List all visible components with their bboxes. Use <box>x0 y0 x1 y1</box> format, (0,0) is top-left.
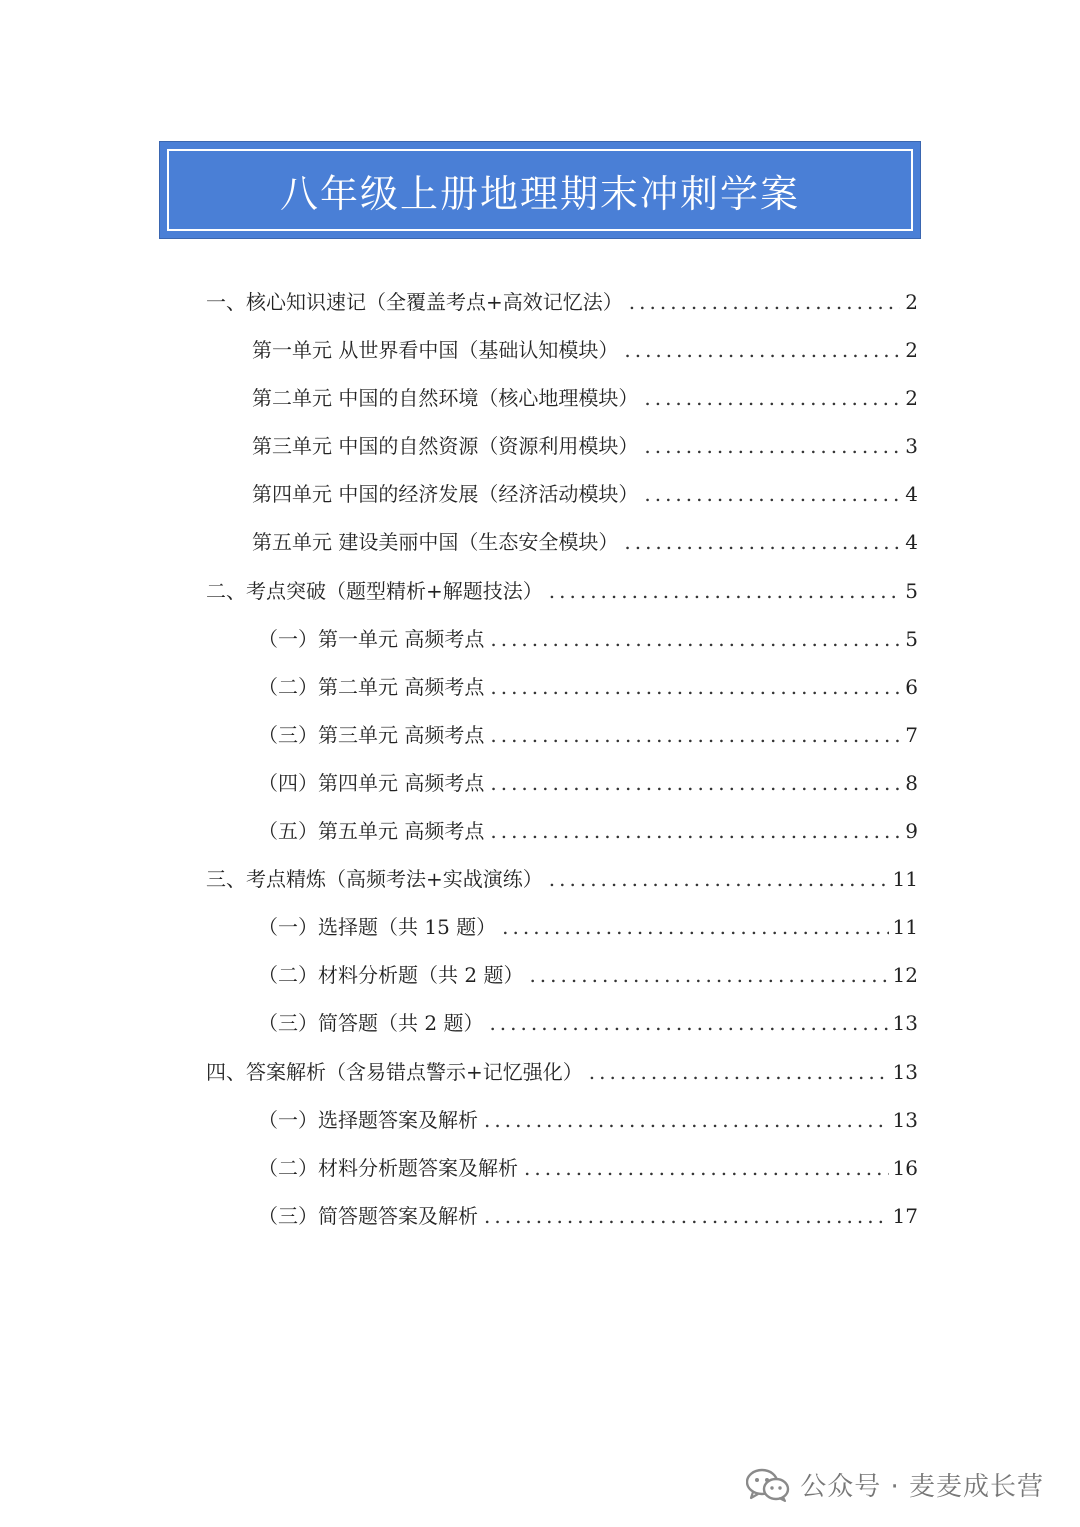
toc-dot-leader <box>489 999 888 1047</box>
toc-entry-label: 四、答案解析（含易错点警示+记忆强化） <box>206 1059 583 1084</box>
toc-dot-leader <box>524 1144 889 1192</box>
toc-entry-label: 第一单元 从世界看中国（基础认知模块） <box>252 338 619 363</box>
toc-entry[interactable] <box>206 518 918 566</box>
toc-dot-leader <box>624 518 900 566</box>
toc-entry-label: （五）第五单元 高频考点 <box>258 819 485 844</box>
toc-entry-page-number: 4 <box>905 482 918 507</box>
toc-entry-page-number: 11 <box>892 867 918 892</box>
toc-entry[interactable] <box>206 1192 918 1240</box>
toc-entry[interactable] <box>206 326 918 374</box>
toc-entry-label: 三、考点精炼（高频考法+实战演练） <box>206 867 543 892</box>
toc-entry-label: （三）简答题答案及解析 <box>258 1203 478 1228</box>
toc-entry-page-number: 2 <box>905 386 918 411</box>
toc-entry-page-number: 3 <box>905 434 918 459</box>
toc-entry-page-number: 11 <box>892 915 918 940</box>
toc-entry[interactable] <box>206 1144 918 1192</box>
table-of-contents <box>206 278 918 1240</box>
toc-entry-page-number: 8 <box>905 770 918 795</box>
watermark-text: 公众号 · 麦麦成长营 <box>800 1472 1044 1502</box>
toc-entry[interactable] <box>206 278 918 326</box>
toc-entry[interactable] <box>206 759 918 807</box>
toc-entry-page-number: 2 <box>905 338 918 363</box>
toc-dot-leader <box>644 422 900 470</box>
toc-entry[interactable] <box>206 615 918 663</box>
toc-entry-label: 第四单元 中国的经济发展（经济活动模块） <box>252 482 639 507</box>
toc-dot-leader <box>549 567 900 615</box>
toc-entry-label: （四）第四单元 高频考点 <box>258 770 485 795</box>
toc-entry[interactable] <box>206 567 918 615</box>
toc-entry-label: （一）第一单元 高频考点 <box>258 626 485 651</box>
toc-dot-leader <box>484 1096 889 1144</box>
toc-entry[interactable] <box>206 807 918 855</box>
toc-dot-leader <box>629 278 900 326</box>
toc-entry-page-number: 16 <box>892 1155 918 1180</box>
toc-dot-leader <box>490 807 900 855</box>
toc-entry-label: 第三单元 中国的自然资源（资源利用模块） <box>252 434 639 459</box>
toc-entry-page-number: 9 <box>905 819 918 844</box>
toc-entry-page-number: 4 <box>905 530 918 555</box>
wechat-icon <box>746 1468 790 1502</box>
toc-entry-label: 二、考点突破（题型精析+解题技法） <box>206 578 543 603</box>
toc-entry-page-number: 5 <box>905 626 918 651</box>
toc-dot-leader <box>644 374 900 422</box>
toc-entry-label: （一）选择题答案及解析 <box>258 1107 478 1132</box>
toc-entry-page-number: 13 <box>892 1011 918 1036</box>
toc-entry-label: 第二单元 中国的自然环境（核心地理模块） <box>252 386 639 411</box>
toc-dot-leader <box>490 663 900 711</box>
toc-dot-leader <box>589 1048 889 1096</box>
toc-dot-leader <box>502 903 888 951</box>
toc-entry[interactable] <box>206 1048 918 1096</box>
toc-entry-page-number: 12 <box>892 963 918 988</box>
toc-dot-leader <box>529 951 888 999</box>
toc-entry[interactable] <box>206 951 918 999</box>
toc-entry-label: （二）第二单元 高频考点 <box>258 674 485 699</box>
toc-entry[interactable] <box>206 422 918 470</box>
toc-entry-page-number: 13 <box>892 1059 918 1084</box>
toc-entry[interactable] <box>206 470 918 518</box>
toc-entry[interactable] <box>206 663 918 711</box>
toc-dot-leader <box>490 615 900 663</box>
toc-entry-label: （一）选择题（共 15 题） <box>258 915 497 940</box>
toc-dot-leader <box>549 855 889 903</box>
toc-entry[interactable] <box>206 1096 918 1144</box>
toc-entry-page-number: 5 <box>905 578 918 603</box>
title-banner <box>160 142 920 238</box>
toc-dot-leader <box>490 759 900 807</box>
toc-dot-leader <box>490 711 900 759</box>
toc-entry[interactable] <box>206 711 918 759</box>
title-banner-inner-border <box>167 149 913 231</box>
toc-entry-label: 第五单元 建设美丽中国（生态安全模块） <box>252 530 619 555</box>
toc-entry-page-number: 2 <box>905 290 918 314</box>
toc-entry-page-number: 17 <box>892 1203 918 1228</box>
toc-entry-label: （三）简答题（共 2 题） <box>258 1011 484 1036</box>
watermark <box>746 1466 1044 1503</box>
toc-entry-label: 一、核心知识速记（全覆盖考点+高效记忆法） <box>206 290 623 314</box>
page-title: 八年级上册地理期末冲刺学案 <box>279 171 800 216</box>
toc-entry-label: （二）材料分析题（共 2 题） <box>258 963 524 988</box>
toc-entry-page-number: 6 <box>905 674 918 699</box>
toc-dot-leader <box>624 326 900 374</box>
toc-entry-label: （二）材料分析题答案及解析 <box>258 1155 518 1180</box>
toc-entry-page-number: 13 <box>892 1107 918 1132</box>
toc-entry-page-number: 7 <box>905 722 918 747</box>
toc-dot-leader <box>644 470 900 518</box>
toc-entry[interactable] <box>206 855 918 903</box>
toc-entry[interactable] <box>206 999 918 1047</box>
toc-dot-leader <box>484 1192 889 1240</box>
toc-entry[interactable] <box>206 374 918 422</box>
toc-entry-label: （三）第三单元 高频考点 <box>258 722 485 747</box>
toc-entry[interactable] <box>206 903 918 951</box>
